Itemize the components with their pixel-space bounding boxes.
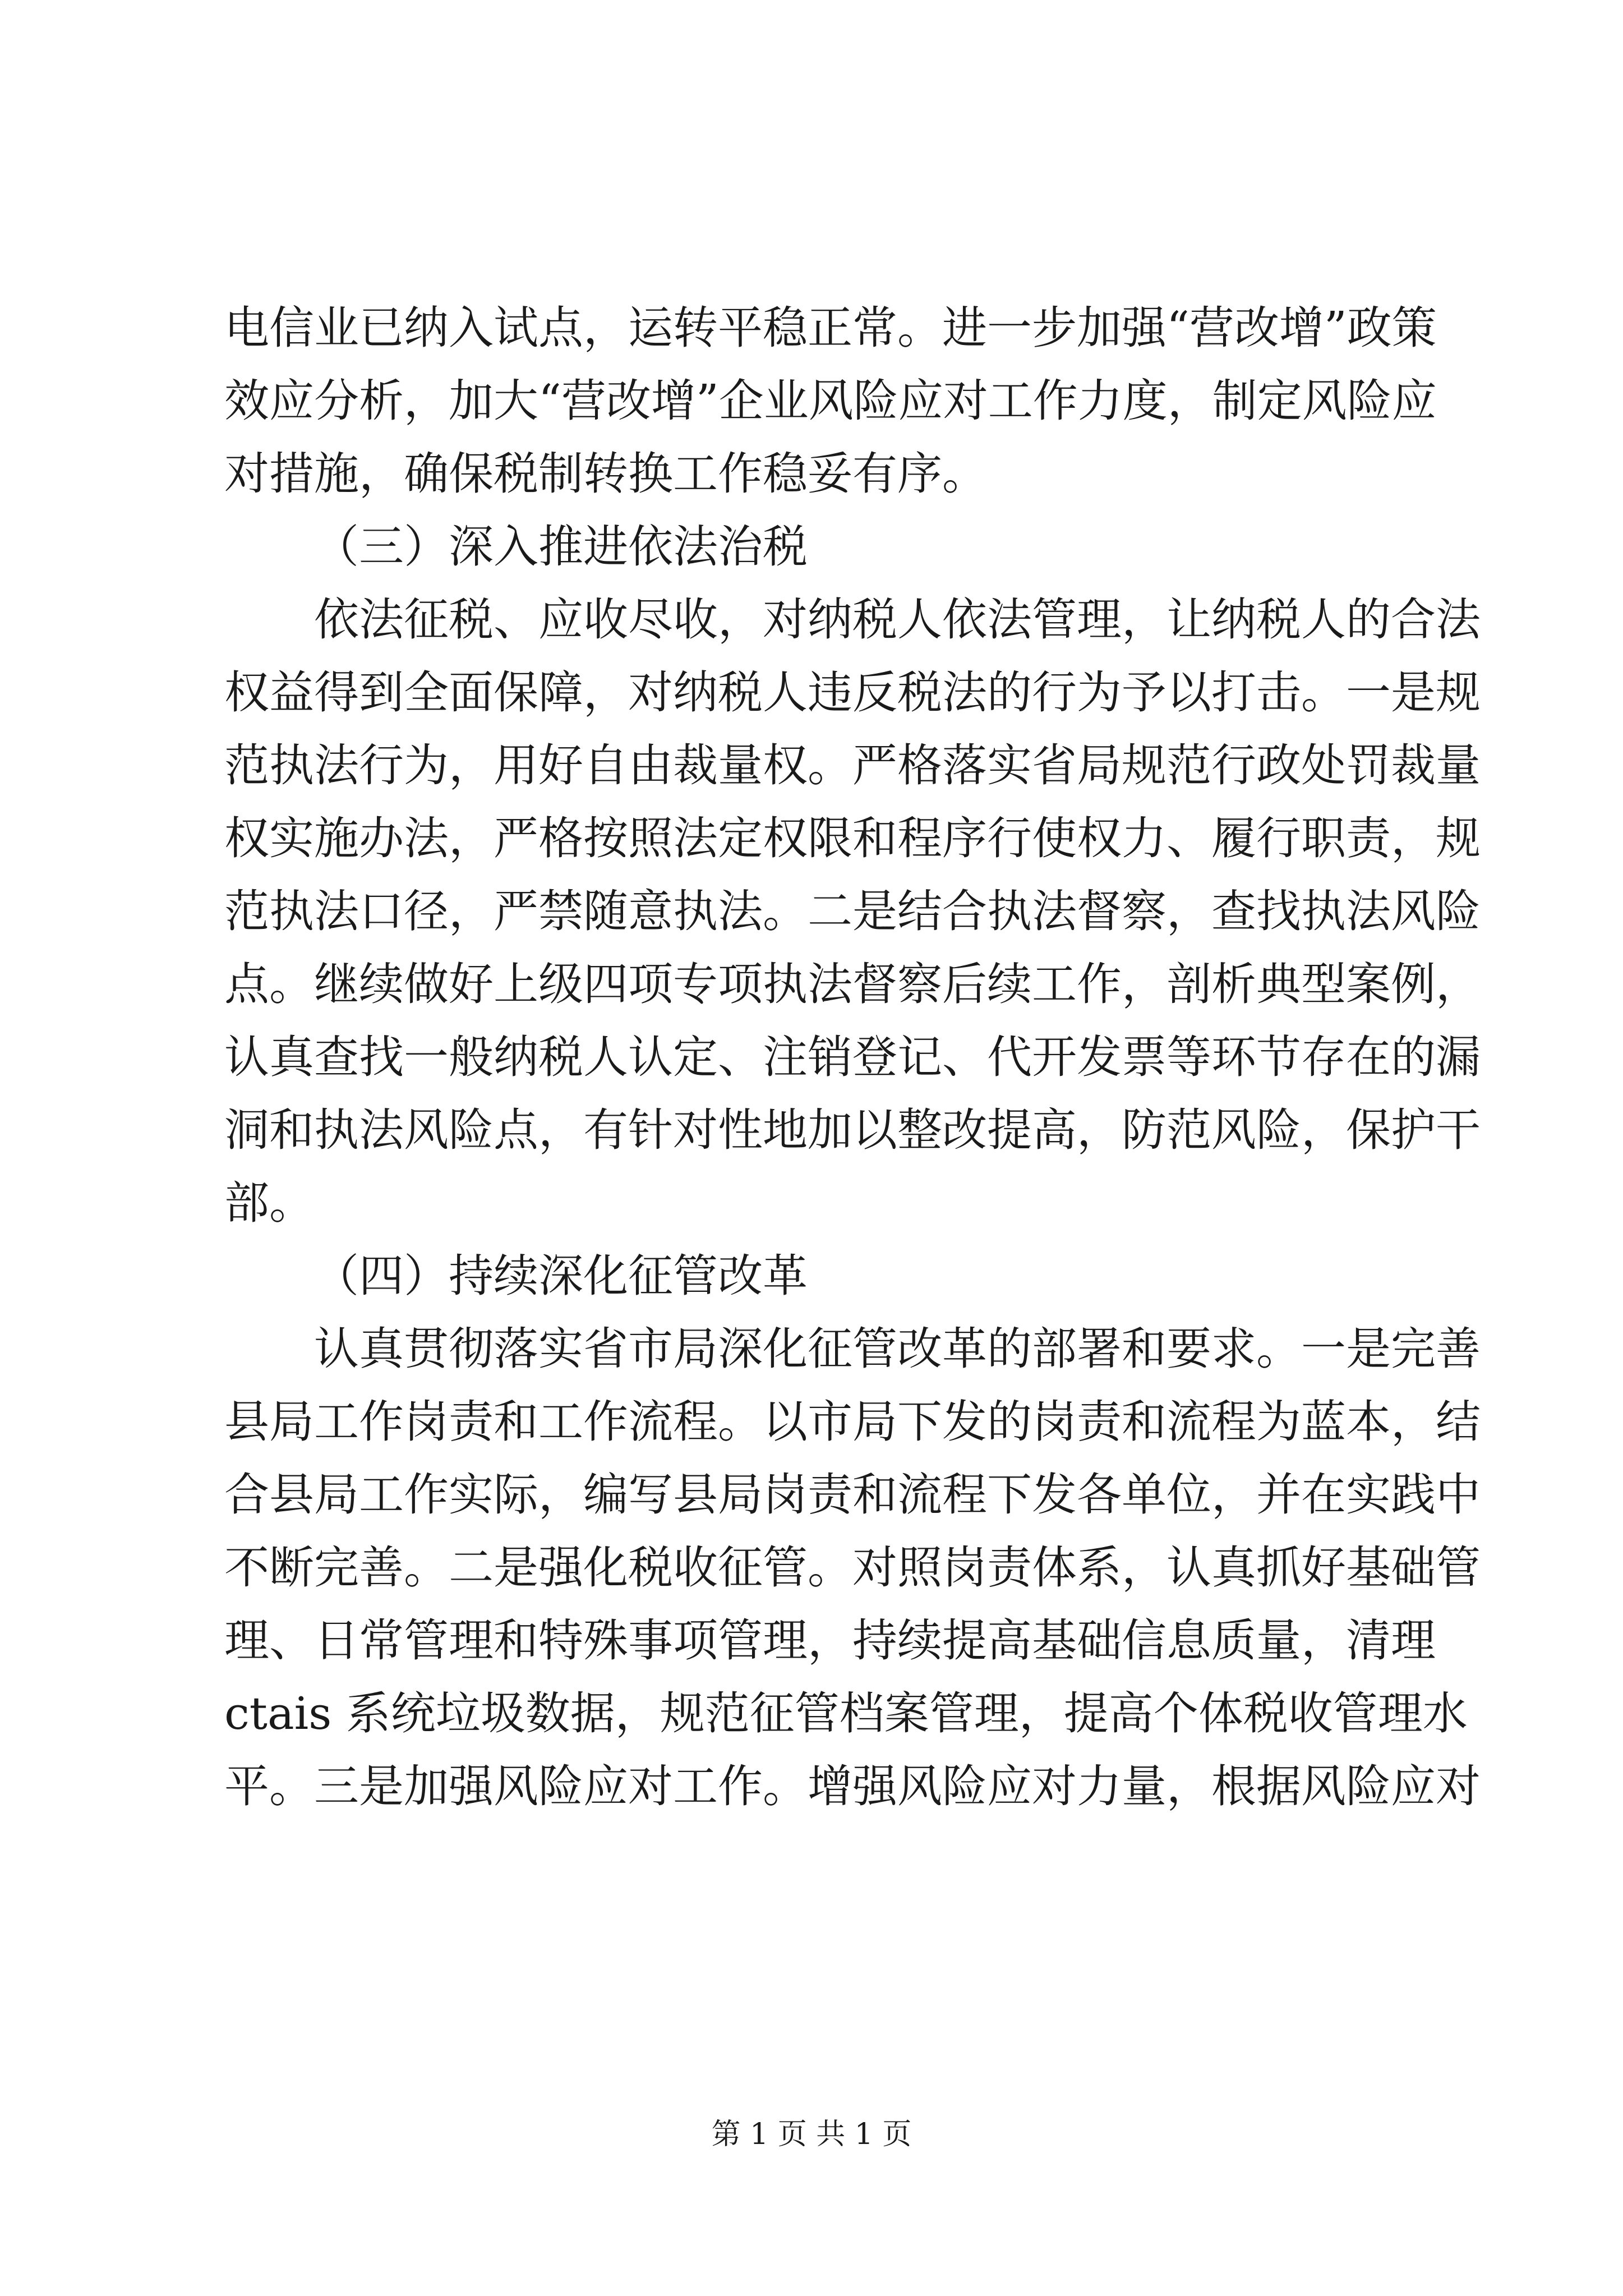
text-line: 权益得到全面保障，对纳税人违反税法的行为予以打击。一是规 — [224, 666, 1481, 719]
text-line: 平。三是加强风险应对工作。增强风险应对力量，根据风险应对 — [224, 1760, 1481, 1812]
text-line: 效应分析，加大“营改增”企业风险应对工作力度，制定风险应 — [224, 375, 1437, 427]
text-line: 县局工作岗责和工作流程。以市局下发的岗责和流程为蓝本，结 — [224, 1396, 1481, 1448]
text-line: ctais 系统垃圾数据，规范征管档案管理，提高个体税收管理水 — [224, 1687, 1468, 1740]
text-line: 电信业已纳入试点，运转平稳正常。进一步加强“营改增”政策 — [224, 302, 1437, 354]
text-line: 部。 — [224, 1177, 314, 1229]
text-line: 范执法行为，用好自由裁量权。严格落实省局规范行政处罚裁量 — [224, 739, 1481, 792]
text-line: 理、日常管理和特殊事项管理，持续提高基础信息质量，清理 — [224, 1614, 1436, 1667]
document-body — [224, 292, 1481, 1823]
text-line: 认真查找一般纳税人认定、注销登记、代开发票等环节存在的漏 — [224, 1031, 1481, 1083]
text-line: 认真贯彻落实省市局深化征管改革的部署和要求。一是完善 — [314, 1323, 1481, 1375]
text-line: 范执法口径，严禁随意执法。二是结合执法督察，查找执法风险 — [224, 885, 1481, 937]
text-line: 对措施，确保税制转换工作稳妥有序。 — [224, 448, 987, 500]
text-line: 点。继续做好上级四项专项执法督察后续工作，剖析典型案例， — [224, 958, 1481, 1010]
text-line: 合县局工作实际，编写县局岗责和流程下发各单位，并在实践中 — [224, 1469, 1481, 1521]
section-heading: （四）持续深化征管改革 — [314, 1250, 808, 1302]
page-number-footer: 第 1 页 共 1 页 — [711, 2118, 912, 2151]
text-line: 洞和执法风险点，有针对性地加以整改提高，防范风险，保护干 — [224, 1104, 1481, 1156]
text-line: 权实施办法，严格按照法定权限和程序行使权力、履行职责，规 — [224, 812, 1481, 864]
text-line: 依法征税、应收尽收，对纳税人依法管理，让纳税人的合法 — [314, 593, 1481, 646]
section-heading: （三）深入推进依法治税 — [314, 521, 808, 573]
text-line: 不断完善。二是强化税收征管。对照岗责体系，认真抓好基础管 — [224, 1542, 1481, 1594]
